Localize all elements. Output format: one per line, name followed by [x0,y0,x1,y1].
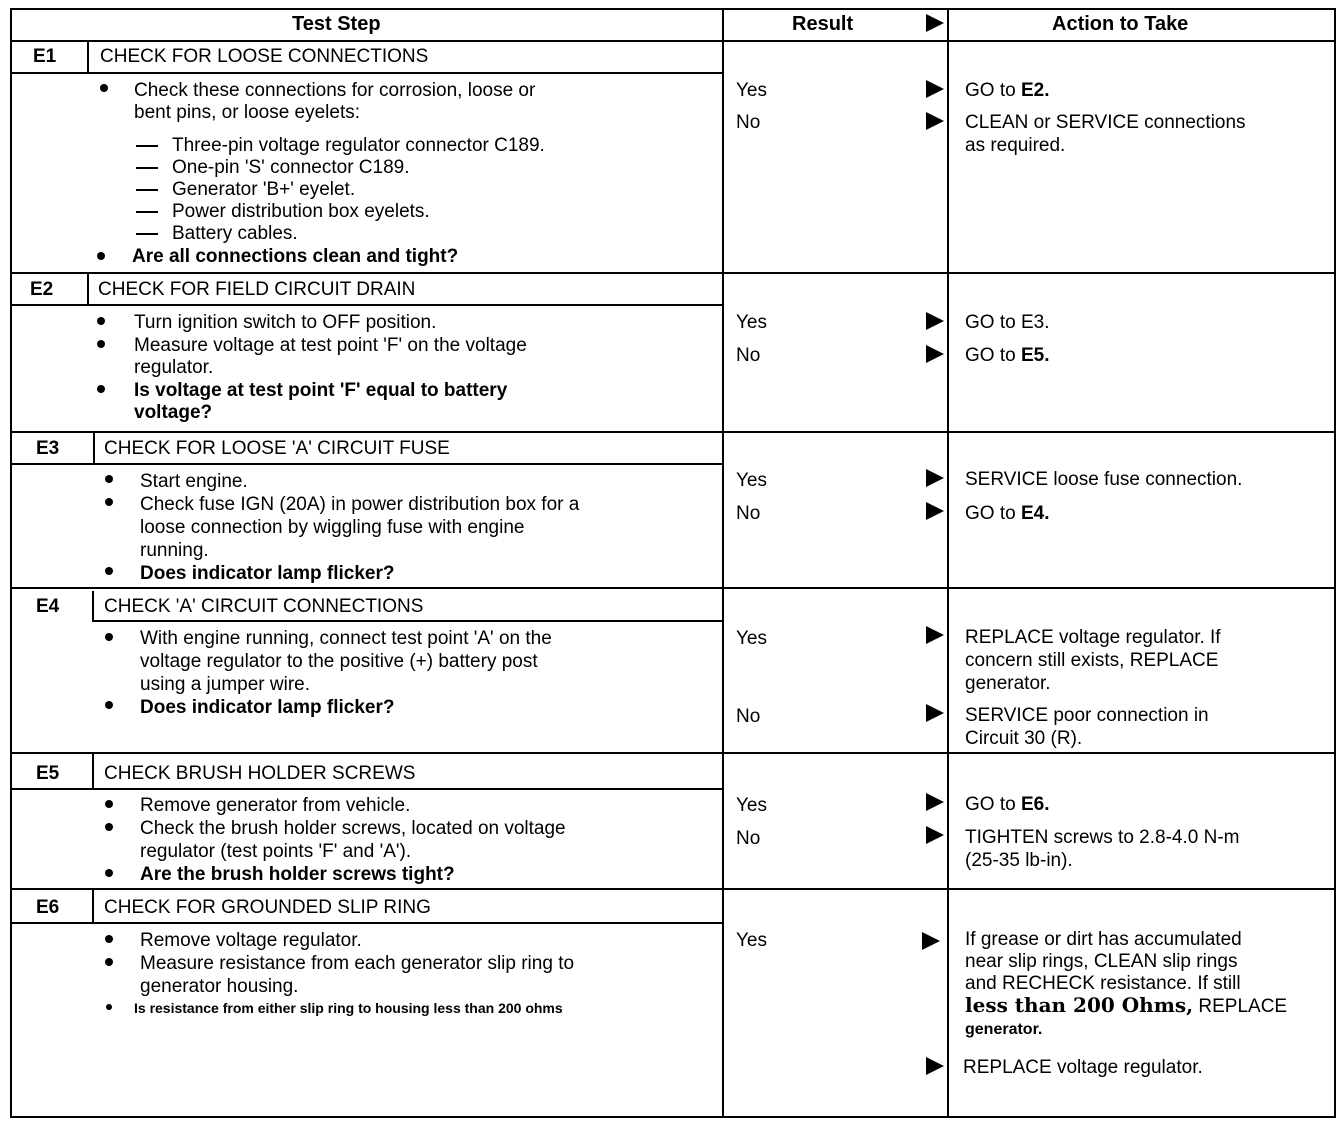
row-divider-e2 [10,431,1336,433]
bullet-icon [105,823,113,831]
step-title: CHECK 'A' CIRCUIT CONNECTIONS [104,596,424,617]
step-question: Is resistance from either slip ring to housing less than 200 ohms [134,1000,563,1016]
step-instruction: regulator. [134,357,214,378]
table-top-border [10,8,1336,10]
step-instruction: Start engine. [140,471,248,492]
step-id: E2 [30,279,54,300]
result-yes: Yes [736,80,767,101]
bullet-icon [105,701,113,709]
row-divider-e4 [10,752,1336,754]
bullet-icon [106,1004,112,1010]
bullet-icon [105,498,113,506]
header-bottom-border [10,40,1336,42]
sub-item: Three-pin voltage regulator connector C189. [172,135,545,156]
e4-title-underline [92,620,724,622]
result-yes: Yes [736,470,767,491]
step-id: E6 [36,897,60,918]
step-question: Is voltage at test point 'F' equal to battery [134,380,508,401]
sub-item: One-pin 'S' connector C189. [172,157,410,178]
action-yes: generator. [965,673,1051,694]
step-title: CHECK FOR LOOSE 'A' CIRCUIT FUSE [104,438,450,459]
action-yes: REPLACE voltage regulator. If [965,627,1221,648]
step-instruction: regulator (test points 'F' and 'A'). [140,841,412,862]
e2-id-divider [87,272,89,305]
action-yes: SERVICE loose fuse connection. [965,469,1243,490]
step-instruction: bent pins, or loose eyelets: [134,102,361,123]
bullet-icon [97,385,105,393]
e2-title-underline [10,304,724,306]
e6-id-divider [92,888,94,923]
bullet-icon [97,340,105,348]
action-no: REPLACE voltage regulator. [963,1057,1203,1078]
arrow-icon [926,826,944,844]
result-yes: Yes [736,930,767,951]
row-divider-e1 [10,272,1336,274]
action-no [965,344,1050,367]
step-title: CHECK FOR LOOSE CONNECTIONS [100,46,429,67]
arrow-icon [926,502,944,520]
arrow-icon [926,704,944,722]
step-instruction: running. [140,540,209,561]
action-no: CLEAN or SERVICE connections [965,112,1246,133]
dash-icon [136,189,158,191]
step-id: E3 [36,438,60,459]
action-text: GO to [965,794,1021,815]
arrow-icon [926,793,944,811]
step-id: E1 [33,46,57,67]
row-divider-e3 [10,587,1336,589]
step-instruction: loose connection by wiggling fuse with engine [140,517,525,538]
dash-icon [136,167,158,169]
step-instruction: Remove voltage regulator. [140,930,362,951]
step-question: Are the brush holder screws tight? [140,864,455,885]
action-yes: If grease or dirt has accumulated [965,929,1242,950]
bullet-icon [105,567,113,575]
result-yes: Yes [736,628,767,649]
action-text: less than 200 Ohms, [965,993,1194,1017]
action-yes [965,994,1287,1018]
action-text: GO to [965,80,1021,101]
bullet-icon [97,252,105,260]
step-instruction: Turn ignition switch to OFF position. [134,312,437,333]
bullet-icon [105,633,113,641]
bullet-icon [105,869,113,877]
action-text: GO to [965,503,1021,524]
action-no: Circuit 30 (R). [965,728,1083,749]
e3-title-underline [10,463,724,465]
step-instruction: using a jumper wire. [140,674,311,695]
step-instruction: Check these connections for corrosion, loose or [134,80,536,101]
action-no: (25-35 lb-in). [965,850,1073,871]
result-yes: Yes [736,312,767,333]
step-question: Does indicator lamp flicker? [140,697,395,718]
dash-icon [136,233,158,235]
result-yes: Yes [736,795,767,816]
action-no [965,502,1050,525]
step-question: voltage? [134,402,213,423]
step-title: CHECK BRUSH HOLDER SCREWS [104,763,416,784]
step-instruction: generator housing. [140,976,299,997]
result-no: No [736,828,761,849]
step-question: Are all connections clean and tight? [132,246,459,267]
dash-icon [136,145,158,147]
result-no: No [736,706,761,727]
header-result: Result [792,13,854,35]
e5-title-underline [10,788,724,790]
bullet-icon [105,958,113,966]
action-text: REPLACE [1198,996,1288,1017]
step-reference: E5. [1020,345,1050,366]
action-yes [965,793,1050,816]
arrow-icon [926,80,944,98]
action-yes: generator. [965,1021,1043,1038]
e3-id-divider [93,431,95,464]
arrow-icon [926,626,944,644]
step-reference: E2. [1020,80,1050,101]
bullet-icon [105,935,113,943]
e1-id-divider [87,40,89,73]
arrow-icon [926,312,944,330]
header-test-step: Test Step [292,13,381,35]
step-instruction: Check fuse IGN (20A) in power distribution box for a [140,494,580,515]
action-no: TIGHTEN screws to 2.8-4.0 N-m [965,827,1240,848]
step-id: E4 [36,596,60,617]
action-no: SERVICE poor connection in [965,705,1209,726]
action-yes: concern still exists, REPLACE [965,650,1219,671]
arrow-icon [926,1057,944,1075]
action-yes [965,79,1050,102]
sub-item: Power distribution box eyelets. [172,201,430,222]
arrow-icon [922,932,940,950]
step-instruction: Check the brush holder screws, located on voltage [140,818,566,839]
header-arrow-icon [926,14,944,32]
result-no: No [736,503,761,524]
step-instruction: Measure voltage at test point 'F' on the voltage [134,335,527,356]
arrow-icon [926,469,944,487]
arrow-icon [926,112,944,130]
step-instruction: Remove generator from vehicle. [140,795,411,816]
step-instruction: voltage regulator to the positive (+) battery post [140,651,538,672]
bullet-icon [105,800,113,808]
step-question: Does indicator lamp flicker? [140,563,395,584]
step-title: CHECK FOR FIELD CIRCUIT DRAIN [98,279,416,300]
action-text: GO to [965,345,1021,366]
dash-icon [136,211,158,213]
action-yes: and RECHECK resistance. If still [965,973,1241,994]
action-no: as required. [965,135,1066,156]
table-bottom-border [10,1116,1336,1118]
step-title: CHECK FOR GROUNDED SLIP RING [104,897,431,918]
sub-item: Battery cables. [172,223,298,244]
action-column-divider [947,8,949,1118]
result-column-divider [722,8,724,1118]
bullet-icon [100,84,108,92]
header-action: Action to Take [1052,13,1189,35]
arrow-icon [926,345,944,363]
action-yes: near slip rings, CLEAN slip rings [965,951,1238,972]
step-reference: E6. [1020,794,1050,815]
step-id: E5 [36,763,60,784]
sub-item: Generator 'B+' eyelet. [172,179,356,200]
bullet-icon [105,475,113,483]
e5-id-divider [92,752,94,789]
result-no: No [736,345,761,366]
result-no: No [736,112,761,133]
e1-title-underline [10,72,724,74]
step-instruction: With engine running, connect test point 'A' on the [140,628,552,649]
bullet-icon [97,317,105,325]
e4-id-divider [92,591,94,621]
action-yes: GO to E3. [965,312,1050,333]
step-instruction: Measure resistance from each generator slip ring to [140,953,575,974]
e6-title-underline [10,922,724,924]
step-reference: E4. [1020,503,1050,524]
table-left-border [10,8,12,1118]
row-divider-e5 [10,888,1336,890]
table-right-border [1334,8,1336,1118]
